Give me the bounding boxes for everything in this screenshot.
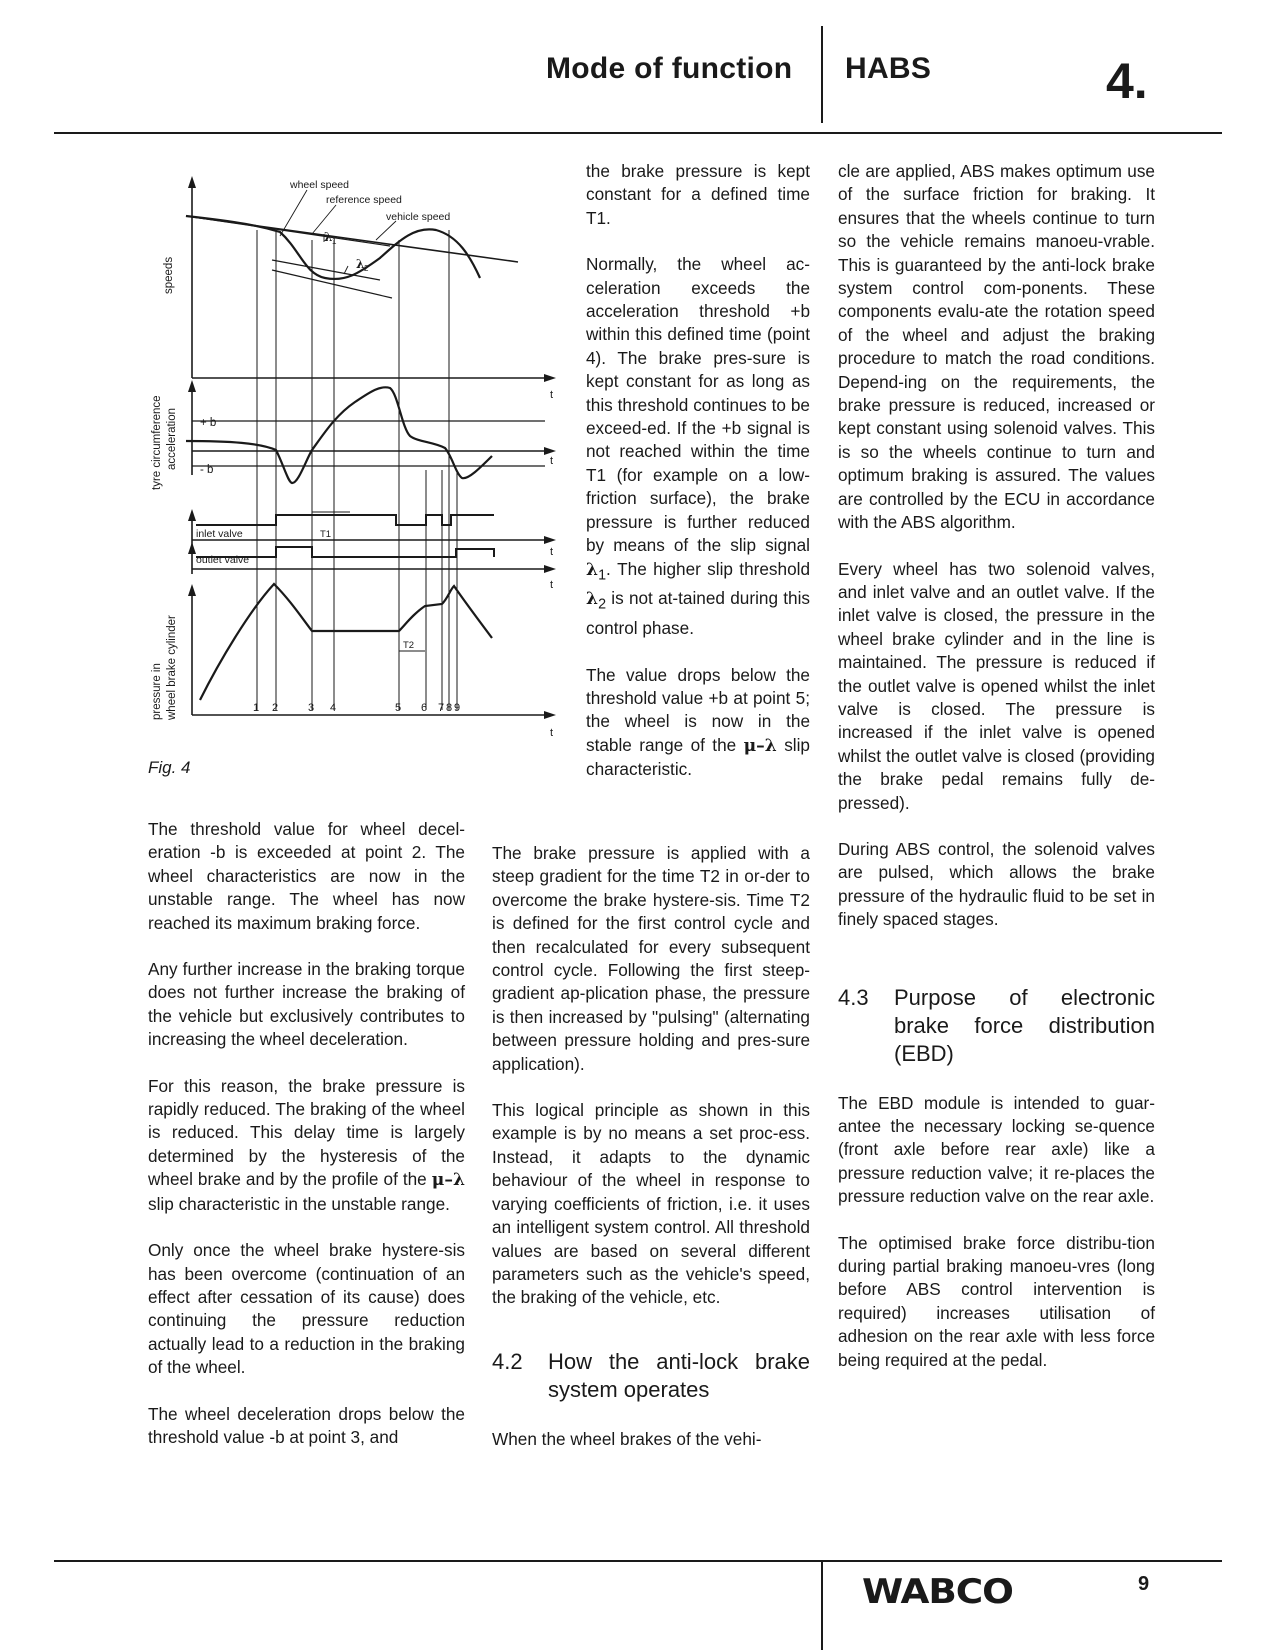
paragraph: The EBD module is intended to guar-antee the necessary locking se-quence (front axle before rear axle) like a pressure reduction valve; it re-places the pressure reduction valve on the rear axle. bbox=[838, 1092, 1155, 1207]
section-heading-4-3 bbox=[838, 984, 1155, 1068]
point-number: 4 bbox=[330, 702, 337, 714]
lambda-symbol: λ bbox=[586, 589, 599, 610]
speeds-axis-label: speeds bbox=[163, 256, 175, 294]
abs-control-cycle-figure bbox=[140, 170, 560, 750]
lambda-symbol: λ bbox=[586, 559, 599, 580]
pressure-axis-label-2: wheel brake cylinder bbox=[166, 615, 178, 720]
mu-lambda-symbol: μ–λ bbox=[431, 1170, 465, 1191]
header-rule bbox=[54, 132, 1222, 134]
t-label-outlet: t bbox=[550, 579, 554, 591]
footer-divider bbox=[821, 1560, 823, 1650]
plus-b-label: + b bbox=[200, 417, 217, 429]
paragraph: When the wheel brakes of the vehi- bbox=[492, 1428, 762, 1449]
t2-label: T2 bbox=[403, 640, 415, 651]
column-3 bbox=[838, 160, 1155, 1395]
page-number: 9 bbox=[1138, 1573, 1150, 1595]
heading-number: 4.3 bbox=[838, 984, 869, 1010]
accel-axis-label-2: acceleration bbox=[166, 407, 178, 470]
t-label-speed: t bbox=[550, 389, 554, 401]
wheel-speed-label: wheel speed bbox=[290, 179, 349, 191]
chapter-number: 4. bbox=[1106, 53, 1148, 109]
mu-lambda-symbol: μ–λ bbox=[743, 735, 777, 756]
paragraph: The brake pressure is applied with a steep gradient for the time T2 in or-der to overcome the brake hystere-sis. Time T2 is defined for the first control cycle and then recalculated for every subsequent control cycle. Following the first steep-gradient ap-plication phase, the pressure is then increased by "pulsing" (alternating between pressure holding and pres-sure application). bbox=[492, 843, 810, 1074]
paragraph: Any further increase in the braking torque does not further increase the braking of the vehicle but exclusively contributes to increasing the wheel deceleration. bbox=[148, 959, 465, 1050]
t-label-accel: t bbox=[550, 455, 554, 467]
paragraph: The threshold value for wheel decel-eration -b is exceeded at point 2. The wheel characteristics are now in the unstable range. The wheel has now reached its maximum braking force. bbox=[148, 819, 465, 933]
column-1 bbox=[148, 818, 465, 1472]
point-number: 3 bbox=[308, 702, 315, 714]
t-label-pressure: t bbox=[550, 727, 554, 739]
wabco-logo: WABCO bbox=[862, 1572, 1013, 1612]
pressure-curve bbox=[200, 584, 492, 700]
section-title: Mode of function bbox=[546, 52, 793, 85]
lambda2-label: λ bbox=[356, 257, 365, 271]
paragraph: During ABS control, the solenoid valves are pulsed, which allows the brake pressure of the hydraulic fluid to be set in finely spaced stages. bbox=[838, 838, 1155, 930]
point-numbers bbox=[253, 702, 460, 714]
lambda2-sub-label: 2 bbox=[364, 264, 369, 273]
heading-number: 4.2 bbox=[492, 1348, 523, 1374]
outlet-valve-label: outlet valve bbox=[196, 554, 250, 566]
wheel-speed-curve bbox=[186, 216, 480, 279]
section-heading-4-2 bbox=[492, 1348, 810, 1404]
product-title: HABS bbox=[845, 52, 932, 85]
accel-axis-label-1: tyre circumference bbox=[151, 395, 163, 490]
point-guide-lines bbox=[257, 230, 457, 710]
point-number: 1 bbox=[253, 702, 260, 714]
reference-speed-label: reference speed bbox=[326, 194, 402, 206]
vehicle-speed-label: vehicle speed bbox=[386, 211, 451, 223]
lambda1-sub-label: 1 bbox=[332, 237, 337, 246]
column-2-upper bbox=[586, 160, 810, 805]
paragraph: The optimised brake force distribu-tion during partial braking manoeu-vres (long before ABS control intervention is required) increases utilisation of adhesion on the rear axle with less force being required at the pedal. bbox=[838, 1232, 1155, 1370]
paragraph: The wheel deceleration drops below the threshold value -b at point 3, and bbox=[148, 1403, 465, 1447]
column-2-lower bbox=[492, 842, 810, 1474]
acceleration-curve bbox=[186, 387, 492, 483]
paragraph: cle are applied, ABS makes optimum use of the surface friction for braking. It ensures that the wheels continue to turn so the vehicle remains manoeu-vrable. This is guaranteed by the anti-lock brake system control com-ponents. These components evalu-ate the rotation speed of the wheel and adjust the braking procedure to match the road conditions. Depend-ing on the requirements, the brake pressure is reduced, increased or kept constant using solenoid valves. This is so the wheels continue to turn and optimum braking is assured. The values are controlled by the ECU in accordance with the ABS algorithm. bbox=[838, 161, 1155, 533]
t-label-inlet: t bbox=[550, 546, 554, 558]
point-number: 2 bbox=[272, 702, 279, 714]
paragraph: Only once the wheel brake hystere-sis has been overcome (continuation of an effect after cessation of its cause) does continuing the pressure reduction actually lead to a reduction in the braking of the wheel. bbox=[148, 1240, 465, 1378]
point-number: 9 bbox=[454, 702, 461, 714]
point-number: 8 bbox=[446, 702, 453, 714]
paragraph: Normally, the wheel ac-celeration exceeds the acceleration threshold +b within this defined time (point 4). The brake pres-sure is kept constant for as long as this threshold continues to be exceed-ed. If the +b signal is not reached within the time T1 (for example on a low-friction surface), the brake pressure is further reduced by means of the slip signal $\lambda_1$. The higher slip threshold $\lambda_2$ is not at-tained during this control phase. bbox=[586, 254, 810, 639]
point-number: 7 bbox=[438, 702, 445, 714]
heading-title: How the anti-lock brake system operates bbox=[548, 1348, 810, 1402]
paragraph: For this reason, the brake pressure is rapidly reduced. The braking of the wheel is reduced. This delay time is largely determined by the hysteresis of the wheel brake and by the profile of the μ–λ slip characteristic in the unstable range. bbox=[148, 1075, 465, 1214]
lambda2-threshold bbox=[272, 270, 392, 298]
lambda1-label: λ bbox=[324, 230, 333, 244]
footer-rule bbox=[54, 1560, 1222, 1562]
pressure-axis-label-1: pressure in bbox=[151, 663, 163, 720]
heading-title: Purpose of electronic brake force distribution (EBD) bbox=[894, 984, 1155, 1066]
paragraph: Every wheel has two solenoid valves, and inlet valve and an outlet valve. If the inlet valve is closed, the pressure in the wheel brake cylinder and in the line is maintained. The pressure is reduced if the outlet valve is opened whilst the inlet valve is closed. The pressure is increased if the inlet valve is opened whilst the outlet valve is closed (providing the brake pedal remains fully de-pressed). bbox=[838, 558, 1155, 813]
paragraph: the brake pressure is kept constant for a defined time T1. bbox=[586, 161, 810, 228]
point-number: 5 bbox=[395, 702, 402, 714]
minus-b-label: - b bbox=[200, 464, 214, 476]
paragraph: The value drops below the threshold value +b at point 5; the wheel is now in the stable range of the μ–λ slip characteristic. bbox=[586, 664, 810, 780]
paragraph: This logical principle as shown in this example is by no means a set proc-ess. Instead, it adapts to the dynamic behaviour of the wheel in response to varying coefficients of friction, i.e. it uses an intelligent system control. All threshold values are based on several different parameters such as the vehicle's speed, the braking of the vehicle, etc. bbox=[492, 1100, 810, 1308]
t1-label: T1 bbox=[320, 529, 332, 540]
figure-caption: Fig. 4 bbox=[148, 758, 191, 777]
point-number: 6 bbox=[421, 702, 428, 714]
inlet-valve-label: inlet valve bbox=[196, 528, 243, 540]
header-divider bbox=[821, 26, 823, 123]
